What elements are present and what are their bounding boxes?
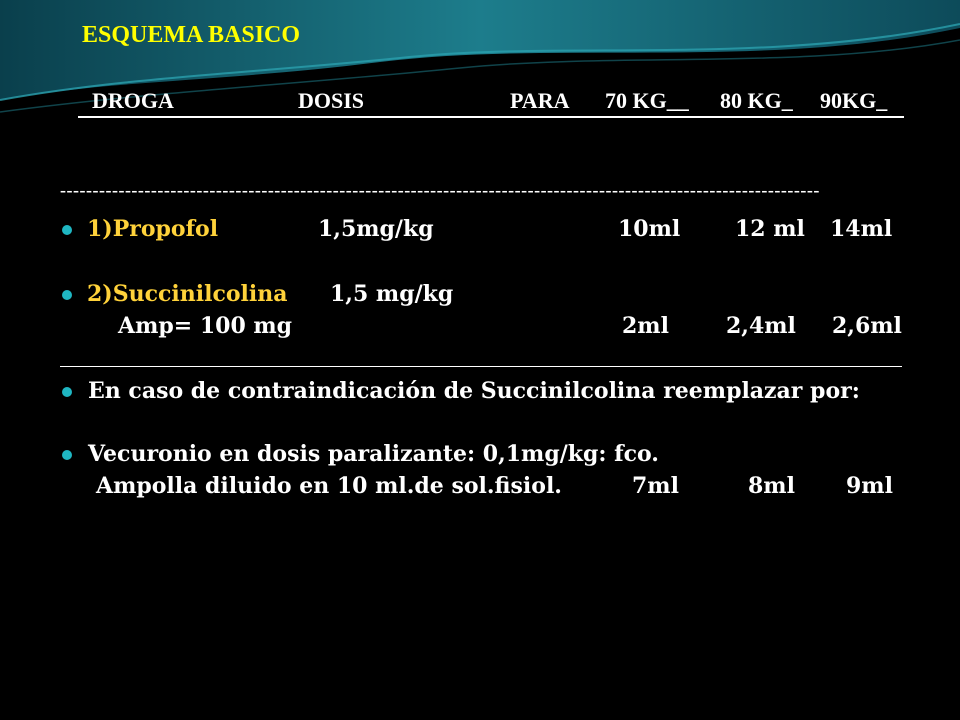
- amp-label: Amp= 100 mg: [118, 313, 293, 339]
- ampolla-90kg: 9ml: [846, 473, 893, 499]
- header-underline: [78, 116, 904, 118]
- solid-separator: [60, 366, 902, 367]
- header-80kg: 80 KG_: [720, 88, 793, 113]
- propofol-70kg: 10ml: [618, 216, 681, 242]
- drug-name-succinilcolina: 2)Succinilcolina: [87, 281, 288, 307]
- propofol-row: [0, 216, 960, 252]
- succinil-dose: 1,5 mg/kg: [330, 281, 454, 307]
- ampolla-70kg: 7ml: [632, 473, 679, 499]
- propofol-90kg: 14ml: [830, 216, 893, 242]
- header-droga: DROGA: [92, 88, 174, 113]
- header-para: PARA: [510, 88, 570, 113]
- amp-70kg: 2ml: [622, 313, 669, 339]
- contra-row: [0, 378, 960, 414]
- propofol-dose: 1,5mg/kg: [318, 216, 434, 242]
- dashed-separator: ---------------------------------------------------------------------------------------------------------------------: [60, 180, 820, 200]
- header-70kg: 70 KG__: [605, 88, 689, 113]
- ampolla-label: Ampolla diluido en 10 ml.de sol.fisiol.: [96, 473, 562, 499]
- amp-90kg: 2,6ml: [832, 313, 902, 339]
- propofol-80kg: 12 ml: [735, 216, 805, 242]
- ampolla-80kg: 8ml: [748, 473, 795, 499]
- vecuronio-text: Vecuronio en dosis paralizante: 0,1mg/kg: fco.: [88, 441, 659, 467]
- succinil-row: [0, 281, 960, 317]
- contra-text: En caso de contraindicación de Succinilcolina reemplazar por:: [88, 378, 860, 404]
- header-90kg: 90KG_: [820, 88, 888, 113]
- vecuronio-row: [0, 441, 960, 477]
- drug-name-propofol: 1)Propofol: [87, 216, 219, 242]
- slide-title: ESQUEMA BASICO: [82, 22, 301, 48]
- ampolla-row: [0, 473, 960, 509]
- amp-row: [0, 313, 960, 349]
- header-dosis: DOSIS: [298, 88, 365, 113]
- amp-80kg: 2,4ml: [726, 313, 796, 339]
